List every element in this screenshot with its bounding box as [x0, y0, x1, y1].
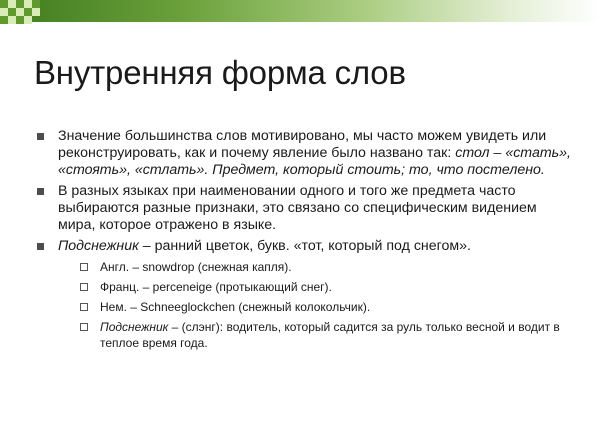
list-item — [34, 128, 574, 179]
subpoint-text: Англ. – snowdrop (снежная капля). — [100, 260, 292, 274]
subpoint-text: – (слэнг): водитель, который садится за руль только весной и водит в теплое время года. — [100, 320, 560, 350]
hollow-square-bullet-icon — [80, 283, 88, 291]
square-bullet-icon — [37, 188, 44, 195]
header-band — [0, 0, 600, 22]
subpoint-italic-text: Подснежник — [100, 320, 169, 334]
sub-list-item — [58, 279, 574, 295]
slide-title: Внутренняя форма слов — [34, 54, 406, 91]
bullet-list — [34, 128, 574, 351]
square-bullet-icon — [37, 133, 44, 140]
sub-list-item — [58, 319, 574, 351]
sub-bullet-list — [58, 259, 574, 351]
point-text: В разных языках при наименовании одного и того же предмета часто выбираются разные признаки, это связано со специфическим видением мира, которое отражено в языке. — [58, 183, 537, 233]
point-italic-text: стол – «стать», «стоять», «стлать». Предмет, который стоить; то, что постелено. — [58, 145, 571, 178]
slide-content — [34, 128, 574, 355]
subpoint-text: Франц. – perceneige (протыкающий снег). — [100, 280, 332, 294]
hollow-square-bullet-icon — [80, 263, 88, 271]
list-item — [34, 238, 574, 351]
list-item — [34, 183, 574, 234]
hollow-square-bullet-icon — [80, 303, 88, 311]
hollow-square-bullet-icon — [80, 323, 88, 331]
point-text: – ранний цветок, букв. «тот, который под снегом». — [138, 238, 471, 254]
subpoint-text: Нем. – Schneeglockchen (снежный колокольчик). — [100, 300, 371, 314]
point-text: Значение большинства слов мотивировано, мы часто можем увидеть или реконструировать, как и почему явление было названо так: — [58, 128, 547, 161]
checker-pattern — [0, 0, 50, 22]
sub-list-item — [58, 259, 574, 275]
sub-list-item — [58, 299, 574, 315]
square-bullet-icon — [37, 243, 44, 250]
point-italic-text: Подснежник — [58, 238, 139, 254]
